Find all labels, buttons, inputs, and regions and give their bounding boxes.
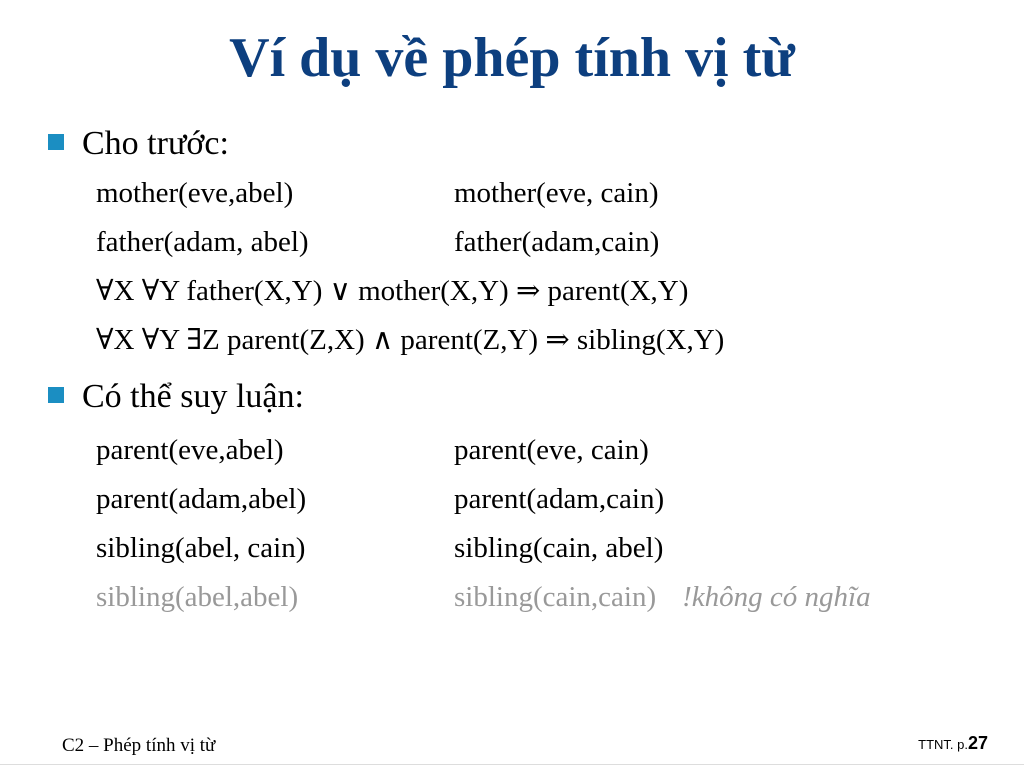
given-fact: father(adam,cain) — [454, 226, 660, 258]
given-row-1 — [96, 175, 659, 211]
inferred-fact: sibling(cain, abel) — [454, 532, 664, 564]
bullet-given-label: Cho trước: — [82, 125, 229, 162]
inferred-fact: sibling(abel, cain) — [96, 532, 306, 564]
bullet-inferred-label: Có thể suy luận: — [82, 378, 304, 415]
meaningless-note: !không có nghĩa — [682, 581, 871, 613]
bullet-given — [48, 124, 229, 164]
inferred-fact: parent(eve,abel) — [96, 434, 284, 466]
bullet-square-icon — [48, 387, 64, 403]
bullet-square-icon — [48, 134, 64, 150]
given-fact: father(adam, abel) — [96, 226, 309, 258]
inferred-fact: parent(adam,cain) — [454, 483, 665, 515]
footer-divider — [0, 764, 1024, 765]
slide-title: Ví dụ về phép tính vị từ — [229, 27, 795, 89]
page-number: 27 — [967, 733, 988, 753]
inferred-fact-muted: sibling(cain,cain) — [454, 581, 657, 613]
given-fact: mother(eve, cain) — [454, 177, 659, 209]
inferred-row-meaningless — [96, 579, 871, 615]
inferred-fact: parent(eve, cain) — [454, 434, 649, 466]
given-row-2 — [96, 224, 659, 260]
inferred-row-3 — [96, 530, 663, 566]
rule-parent: ∀X ∀Y father(X,Y) ∨ mother(X,Y) ⇒ parent(X,Y) — [96, 275, 689, 307]
inferred-fact: parent(adam,abel) — [96, 483, 307, 515]
inferred-fact-muted: sibling(abel,abel) — [96, 581, 299, 613]
inferred-row-1 — [96, 432, 649, 468]
footer-chapter: C2 – Phép tính vị từ — [62, 735, 216, 756]
footer-ref-label: TTNT. p. — [918, 737, 968, 752]
bullet-inferred — [48, 377, 304, 417]
rule-sibling: ∀X ∀Y ∃Z parent(Z,X) ∧ parent(Z,Y) ⇒ sibling(X,Y) — [96, 324, 725, 356]
footer-page-ref — [918, 733, 988, 754]
inferred-row-2 — [96, 481, 664, 517]
given-fact: mother(eve,abel) — [96, 177, 294, 209]
